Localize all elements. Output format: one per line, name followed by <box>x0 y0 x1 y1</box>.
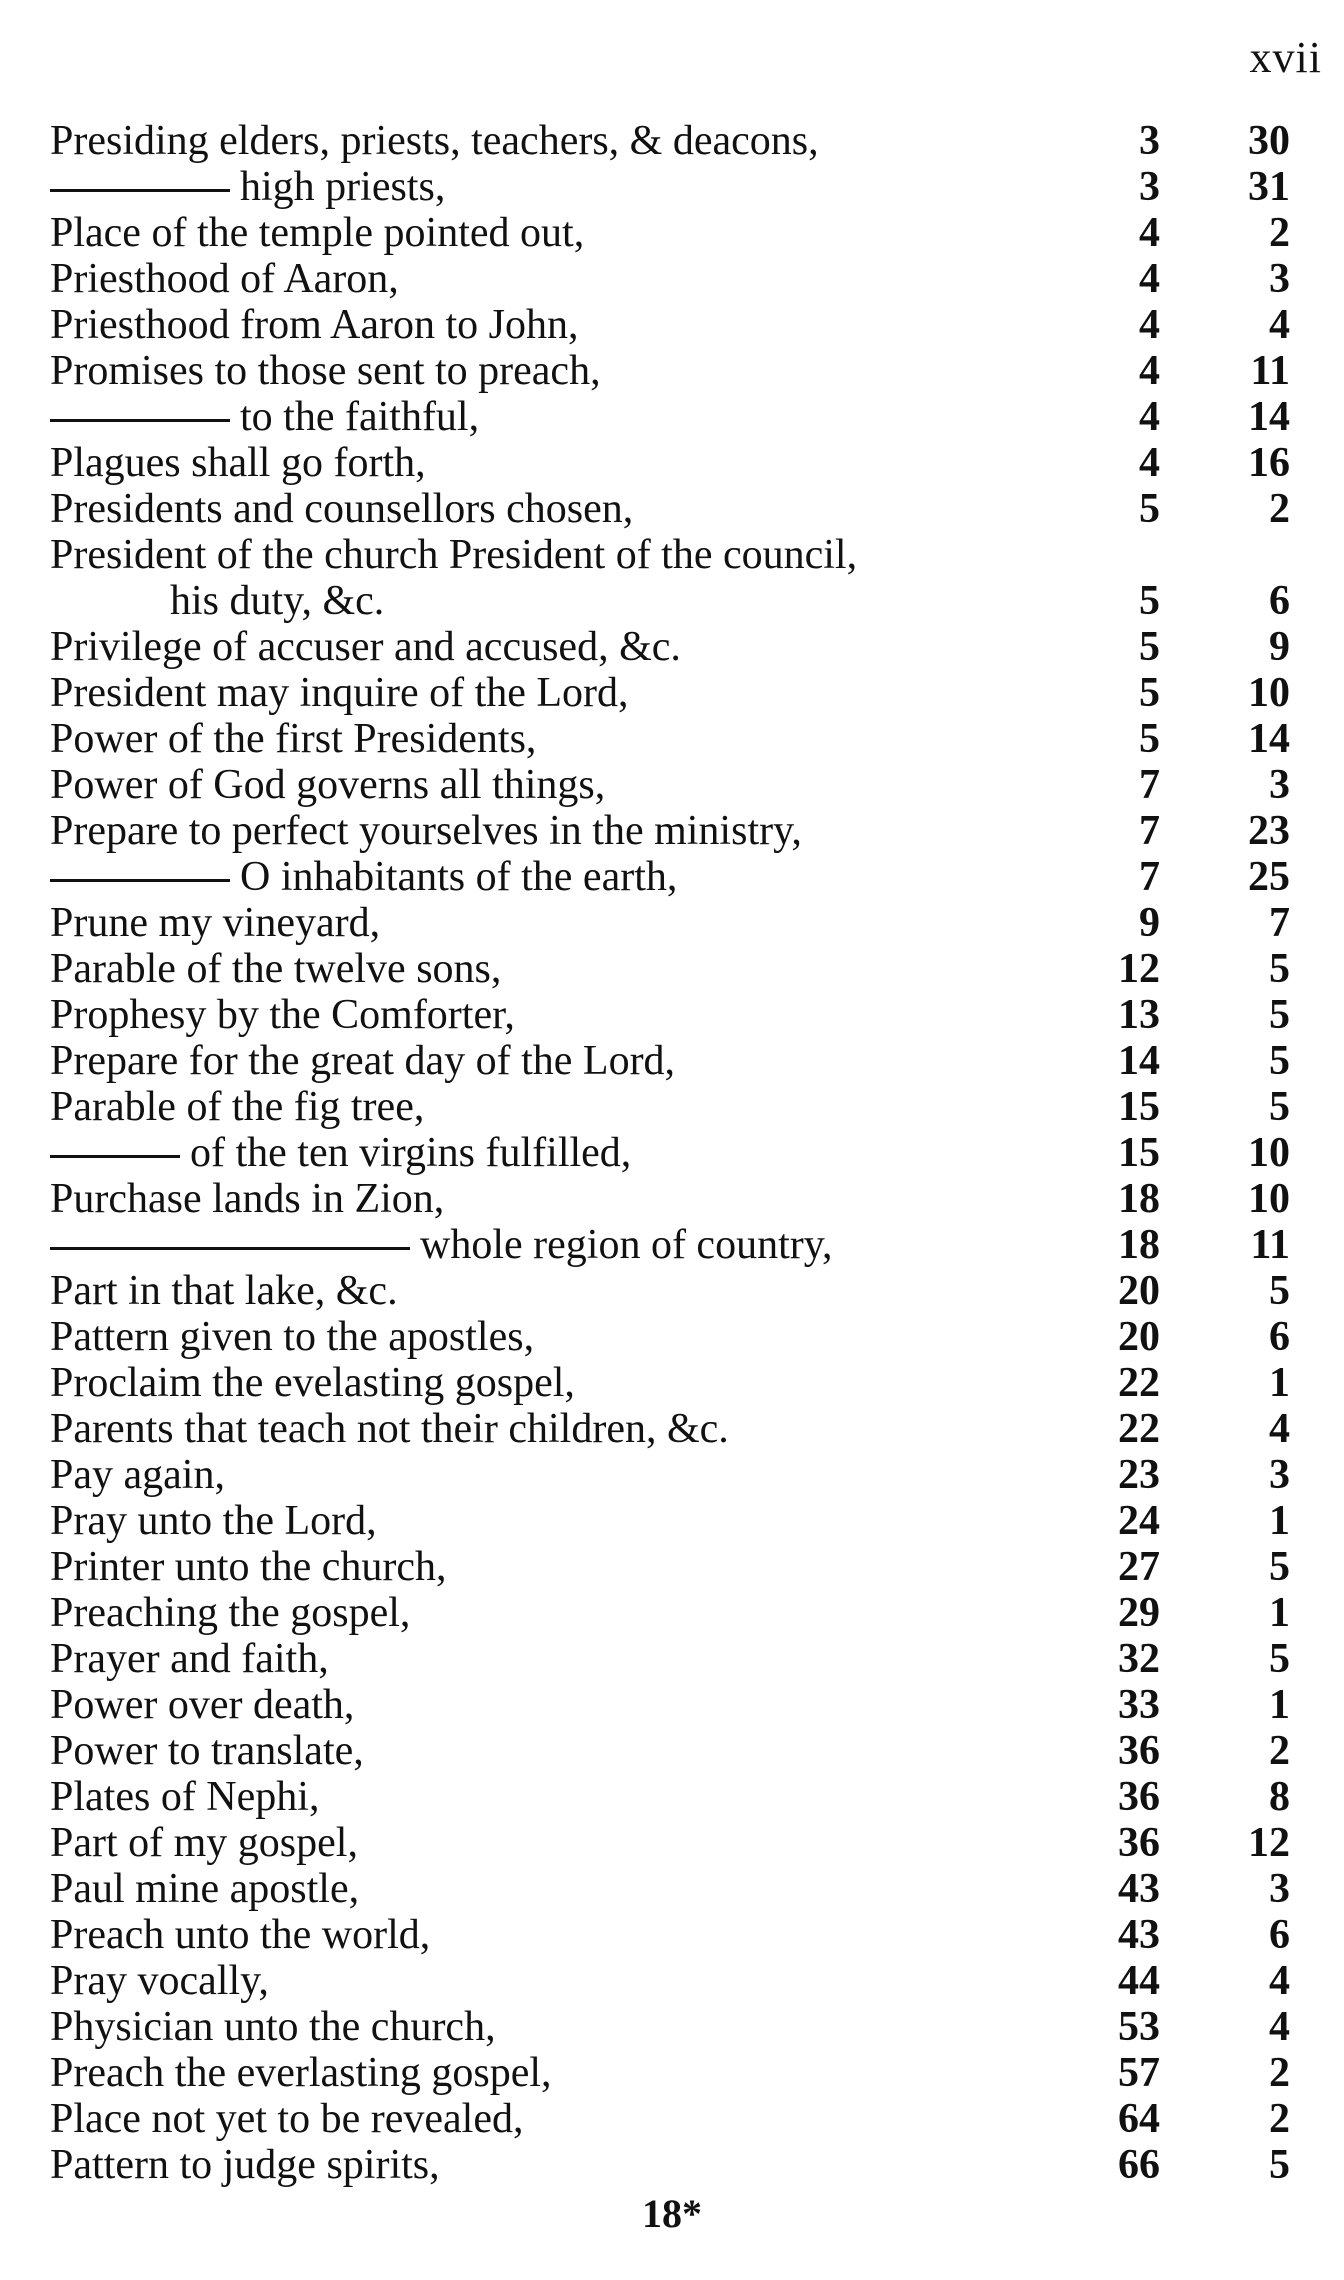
verse-number: 3 <box>1269 762 1290 808</box>
section-number: 27 <box>1118 1544 1160 1590</box>
index-entry <box>50 1774 1290 1820</box>
verse-number: 9 <box>1269 624 1290 670</box>
entry-title: Pray unto the Lord, <box>50 1498 377 1544</box>
entry-text <box>50 762 1090 808</box>
entry-text <box>50 716 1090 762</box>
index-entry <box>50 2142 1290 2188</box>
index-entry <box>50 440 1290 486</box>
entry-title: Preach unto the world, <box>50 1912 431 1958</box>
section-number: 14 <box>1118 1038 1160 1084</box>
index-entry <box>50 946 1290 992</box>
entry-text <box>50 670 1090 716</box>
section-number: 7 <box>1139 762 1160 808</box>
verse-number: 1 <box>1269 1682 1290 1728</box>
section-number: 32 <box>1118 1636 1160 1682</box>
index-entry <box>50 1038 1290 1084</box>
entry-title: O inhabitants of the earth, <box>240 854 678 900</box>
index-entry <box>50 762 1290 808</box>
section-number: 15 <box>1118 1130 1160 1176</box>
entry-text <box>50 532 1090 624</box>
entry-continuation: his duty, &c. <box>170 578 385 624</box>
verse-number: 7 <box>1269 900 1290 946</box>
entry-text <box>50 2142 1090 2188</box>
index-entry <box>50 1406 1290 1452</box>
entry-text <box>50 1636 1090 1682</box>
entry-title: Proclaim the evelasting gospel, <box>50 1360 575 1406</box>
entry-title: Prune my vineyard, <box>50 900 381 946</box>
section-number: 33 <box>1118 1682 1160 1728</box>
entry-title: Power of God governs all things, <box>50 762 606 808</box>
entry-title: Pay again, <box>50 1452 225 1498</box>
section-number: 20 <box>1118 1314 1160 1360</box>
section-number: 3 <box>1139 118 1160 164</box>
entry-text <box>50 1314 1090 1360</box>
entry-text <box>50 1084 1090 1130</box>
entry-text <box>50 624 1090 670</box>
index-entry <box>50 256 1290 302</box>
section-number: 13 <box>1118 992 1160 1038</box>
section-number: 18 <box>1118 1222 1160 1268</box>
verse-number: 6 <box>1269 578 1290 624</box>
entry-text <box>50 2004 1090 2050</box>
verse-number: 1 <box>1269 1590 1290 1636</box>
section-number: 53 <box>1118 2004 1160 2050</box>
index-entry <box>50 2096 1290 2142</box>
verse-number: 5 <box>1269 1636 1290 1682</box>
entry-title: Purchase lands in Zion, <box>50 1176 445 1222</box>
entry-text <box>50 1590 1090 1636</box>
index-entry <box>50 1268 1290 1314</box>
entry-title: Parents that teach not their children, &c. <box>50 1406 729 1452</box>
entry-text <box>50 900 1090 946</box>
verse-number: 3 <box>1269 1866 1290 1912</box>
section-number: 7 <box>1139 854 1160 900</box>
index-entry <box>50 854 1290 900</box>
verse-number: 12 <box>1248 1820 1290 1866</box>
verse-number: 2 <box>1269 210 1290 256</box>
section-number: 5 <box>1139 486 1160 532</box>
entry-text <box>50 1360 1090 1406</box>
section-number: 12 <box>1118 946 1160 992</box>
entry-title: Plates of Nephi, <box>50 1774 320 1820</box>
entry-title: Presidents and counsellors chosen, <box>50 486 634 532</box>
entry-title: Priesthood from Aaron to John, <box>50 302 579 348</box>
section-number: 5 <box>1139 578 1160 624</box>
verse-number: 6 <box>1269 1912 1290 1958</box>
verse-number: 25 <box>1248 854 1290 900</box>
verse-number: 4 <box>1269 1958 1290 2004</box>
section-number: 4 <box>1139 440 1160 486</box>
index-entry <box>50 1360 1290 1406</box>
entry-text <box>50 1958 1090 2004</box>
entry-text <box>50 394 1090 440</box>
verse-number: 31 <box>1248 164 1290 210</box>
entry-title: to the faithful, <box>240 394 480 440</box>
index-entry <box>50 1222 1290 1268</box>
entry-text <box>50 1406 1090 1452</box>
verse-number: 2 <box>1269 1728 1290 1774</box>
entry-title: Part of my gospel, <box>50 1820 358 1866</box>
entry-title: Promises to those sent to preach, <box>50 348 601 394</box>
entry-title: Presiding elders, priests, teachers, & deacons, <box>50 118 819 164</box>
verse-number: 5 <box>1269 992 1290 1038</box>
verse-number: 23 <box>1248 808 1290 854</box>
entry-text <box>50 946 1090 992</box>
index-entry <box>50 808 1290 854</box>
entry-text <box>50 1682 1090 1728</box>
index-entry <box>50 992 1290 1038</box>
section-number: 36 <box>1118 1820 1160 1866</box>
section-number: 4 <box>1139 394 1160 440</box>
section-number: 66 <box>1118 2142 1160 2188</box>
verse-number: 5 <box>1269 1038 1290 1084</box>
entry-title: President may inquire of the Lord, <box>50 670 629 716</box>
entry-title: Prepare to perfect yourselves in the ministry, <box>50 808 802 854</box>
entry-title: Power of the first Presidents, <box>50 716 537 762</box>
section-number: 64 <box>1118 2096 1160 2142</box>
entry-title: Plagues shall go forth, <box>50 440 426 486</box>
entry-text <box>50 348 1090 394</box>
index-entry <box>50 1498 1290 1544</box>
index-entry <box>50 1682 1290 1728</box>
index-entry <box>50 210 1290 256</box>
entry-title: high priests, <box>240 164 446 210</box>
section-number: 20 <box>1118 1268 1160 1314</box>
entry-text <box>50 1222 1090 1268</box>
entry-title: Power over death, <box>50 1682 355 1728</box>
verse-number: 11 <box>1250 348 1290 394</box>
entry-title: Pattern to judge spirits, <box>50 2142 440 2188</box>
entry-title: Power to translate, <box>50 1728 364 1774</box>
index-entry <box>50 164 1290 210</box>
verse-number: 4 <box>1269 1406 1290 1452</box>
verse-number: 30 <box>1248 118 1290 164</box>
verse-number: 6 <box>1269 1314 1290 1360</box>
ditto-dash <box>50 1155 180 1158</box>
section-number: 4 <box>1139 348 1160 394</box>
entry-text <box>50 256 1090 302</box>
entry-title: Privilege of accuser and accused, &c. <box>50 624 681 670</box>
entry-text <box>50 1130 1090 1176</box>
index-entry <box>50 1728 1290 1774</box>
index-entry <box>50 1590 1290 1636</box>
verse-number: 2 <box>1269 2050 1290 2096</box>
index-entry <box>50 900 1290 946</box>
section-number: 22 <box>1118 1406 1160 1452</box>
entry-title: Paul mine apostle, <box>50 1866 360 1912</box>
section-number: 9 <box>1139 900 1160 946</box>
verse-number: 10 <box>1248 1130 1290 1176</box>
ditto-dash <box>50 189 230 192</box>
section-number: 4 <box>1139 256 1160 302</box>
verse-number: 2 <box>1269 486 1290 532</box>
verse-number: 4 <box>1269 302 1290 348</box>
section-number: 22 <box>1118 1360 1160 1406</box>
verse-number: 8 <box>1269 1774 1290 1820</box>
verse-number: 5 <box>1269 1084 1290 1130</box>
section-number: 5 <box>1139 670 1160 716</box>
entry-text <box>50 992 1090 1038</box>
index-entry <box>50 1176 1290 1222</box>
entry-text <box>50 164 1090 210</box>
entry-title: Prepare for the great day of the Lord, <box>50 1038 676 1084</box>
section-number: 24 <box>1118 1498 1160 1544</box>
section-number: 15 <box>1118 1084 1160 1130</box>
entry-text <box>50 302 1090 348</box>
entry-title: Priesthood of Aaron, <box>50 256 399 302</box>
section-number: 5 <box>1139 624 1160 670</box>
verse-number: 3 <box>1269 256 1290 302</box>
entry-text <box>50 1452 1090 1498</box>
section-number: 43 <box>1118 1912 1160 1958</box>
verse-number: 10 <box>1248 1176 1290 1222</box>
page-number: xvii <box>1249 33 1322 82</box>
index-entry <box>50 1084 1290 1130</box>
entry-title: Parable of the twelve sons, <box>50 946 502 992</box>
section-number: 7 <box>1139 808 1160 854</box>
entry-title: Physician unto the church, <box>50 2004 496 2050</box>
ditto-dash <box>50 1247 410 1250</box>
entry-title: of the ten virgins fulfilled, <box>190 1130 632 1176</box>
section-number: 4 <box>1139 210 1160 256</box>
section-number: 44 <box>1118 1958 1160 2004</box>
entry-text <box>50 1912 1090 1958</box>
verse-number: 5 <box>1269 1268 1290 1314</box>
entry-text <box>50 486 1090 532</box>
entry-text <box>50 1544 1090 1590</box>
index-entry <box>50 1958 1290 2004</box>
index-entry <box>50 1544 1290 1590</box>
entry-text <box>50 808 1090 854</box>
index-entry <box>50 1130 1290 1176</box>
entry-title: Prophesy by the Comforter, <box>50 992 515 1038</box>
entry-title: Printer unto the church, <box>50 1544 447 1590</box>
index-entry <box>50 2050 1290 2096</box>
entry-text <box>50 854 1090 900</box>
section-number: 23 <box>1118 1452 1160 1498</box>
entry-title: Prayer and faith, <box>50 1636 329 1682</box>
ditto-dash <box>50 419 230 422</box>
section-number: 29 <box>1118 1590 1160 1636</box>
section-number: 4 <box>1139 302 1160 348</box>
printer-signature-mark: 18* <box>642 2191 702 2236</box>
index-entry <box>50 486 1290 532</box>
index-entry <box>50 1866 1290 1912</box>
section-number: 3 <box>1139 164 1160 210</box>
index-entry <box>50 1314 1290 1360</box>
index-entry <box>50 624 1290 670</box>
index-list <box>50 118 1290 2188</box>
index-entry <box>50 532 1290 624</box>
verse-number: 10 <box>1248 670 1290 716</box>
verse-number: 2 <box>1269 2096 1290 2142</box>
entry-text <box>50 1176 1090 1222</box>
index-entry <box>50 302 1290 348</box>
index-entry <box>50 2004 1290 2050</box>
entry-text <box>50 1498 1090 1544</box>
entry-title: President of the church President of the council, <box>50 532 858 578</box>
verse-number: 5 <box>1269 2142 1290 2188</box>
index-entry <box>50 1912 1290 1958</box>
entry-title: Part in that lake, &c. <box>50 1268 398 1314</box>
entry-text <box>50 1866 1090 1912</box>
entry-text <box>50 1820 1090 1866</box>
entry-title: Preaching the gospel, <box>50 1590 411 1636</box>
entry-title: Pray vocally, <box>50 1958 269 2004</box>
verse-number: 3 <box>1269 1452 1290 1498</box>
section-number: 36 <box>1118 1774 1160 1820</box>
entry-text <box>50 118 1090 164</box>
verse-number: 14 <box>1248 716 1290 762</box>
verse-number: 14 <box>1248 394 1290 440</box>
entry-text <box>50 1728 1090 1774</box>
index-entry <box>50 394 1290 440</box>
section-number: 18 <box>1118 1176 1160 1222</box>
index-entry <box>50 1452 1290 1498</box>
index-entry <box>50 1820 1290 1866</box>
entry-text <box>50 1038 1090 1084</box>
index-entry <box>50 1636 1290 1682</box>
entry-title: Pattern given to the apostles, <box>50 1314 535 1360</box>
entry-title: Parable of the fig tree, <box>50 1084 425 1130</box>
verse-number: 1 <box>1269 1360 1290 1406</box>
verse-number: 1 <box>1269 1498 1290 1544</box>
section-number: 36 <box>1118 1728 1160 1774</box>
ditto-dash <box>50 879 230 882</box>
verse-number: 5 <box>1269 946 1290 992</box>
index-entry <box>50 348 1290 394</box>
index-entry <box>50 118 1290 164</box>
verse-number: 4 <box>1269 2004 1290 2050</box>
entry-text <box>50 440 1090 486</box>
section-number: 57 <box>1118 2050 1160 2096</box>
verse-number: 5 <box>1269 1544 1290 1590</box>
entry-title: Place not yet to be revealed, <box>50 2096 524 2142</box>
entry-text <box>50 1774 1090 1820</box>
entry-title: Preach the everlasting gospel, <box>50 2050 552 2096</box>
section-number: 5 <box>1139 716 1160 762</box>
entry-title: Place of the temple pointed out, <box>50 210 585 256</box>
entry-text <box>50 2096 1090 2142</box>
index-entry <box>50 670 1290 716</box>
index-entry <box>50 716 1290 762</box>
entry-text <box>50 1268 1090 1314</box>
verse-number: 16 <box>1248 440 1290 486</box>
entry-text <box>50 210 1090 256</box>
verse-number: 11 <box>1250 1222 1290 1268</box>
section-number: 43 <box>1118 1866 1160 1912</box>
entry-title: whole region of country, <box>420 1222 833 1268</box>
entry-text <box>50 2050 1090 2096</box>
